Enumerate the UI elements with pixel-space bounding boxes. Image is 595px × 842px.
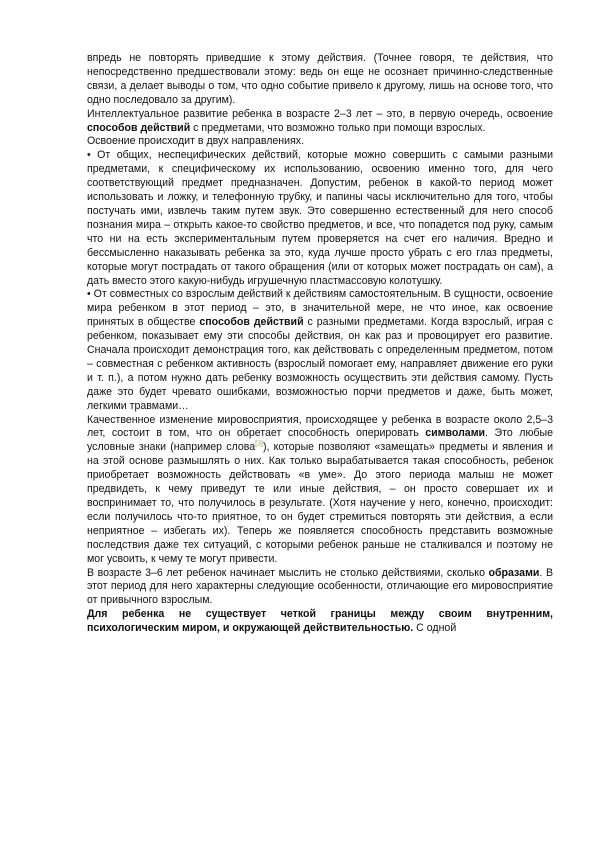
bold-term: способов действий [87,121,191,134]
text-run: с предметами, что возможно только при помощи взрослых. [190,121,486,134]
document-page [87,52,553,636]
paragraph [87,567,553,609]
bold-term: образами [488,566,540,579]
bullet-paragraph: • От общих, неспецифических действий, которые можно совершить с самыми разными предметами, к специфическому их использованию, освоению именно того, для чего соответствующий предмет предназначен. Допустим, ребенок в какой-то период может использовать и ложку, и телефонную трубку, и папины часы исключительно для того, чтобы постучать ими, извлечь таким путем звук. Это совершенно естественный для него способ познания мира – открыть какое-то свойство предметов, и все, что попадется под руку, самым что ни на есть экспериментальным путем проверяется на счет его наличия. Вредно и бессмысленно наказывать ребенка за это, куда лучше просто убрать с его глаз предметы, которые могут пострадать от такого обращения (или от которых может пострадать он сам), а дать вместо этого какую-нибудь игрушечную пластмассовую колотушку. [87,149,553,287]
bold-term: способов действий [199,316,304,329]
paragraph [87,108,553,136]
paragraph: Освоение происходит в двух направлениях. [87,135,305,148]
bullet-paragraph [87,288,553,413]
bold-term: символами [425,427,486,440]
text-run: ), которые позволяют «замещать» предметы и явления и на этой основе размышлять о них. Как только вырабатывается такая способность, ребенок приобретает возможность действовать «в уме». До этого периода малыш не может предвидеть, к чему приведут те или иные действия, – он просто совершает их и воспринимает то, что получилось в результате. (Хотя научение у него, конечно, происходит: если получилось что-то приятное, то он будет стремиться повторять эти действия, а если неприятное – избегать их). Теперь же появляется способность представить возможные последствия даже тех ситуаций, с которыми ребенок раньше не сталкивался и поэтому не мог усвоить, к чему те могут привести. [87,441,554,565]
text-run: Качественное изменение мировосприятия, происходящее у ребенка в возрасте около 2,5–3 лет, состоит в том, что он обретает способность оперировать [87,413,553,440]
bold-statement: Для ребенка не существует четкой границы между своим внутренним, психологическим миром, и окружающей действительностью. [87,608,553,635]
paragraph [87,608,553,636]
text-run: Интеллектуальное развитие ребенка в возрасте 2–3 лет – это, в первую очередь, освоение [87,107,553,120]
paragraph [87,414,553,567]
footnote-link[interactable]: [3] [255,440,263,448]
text-run: С одной [413,622,457,635]
text-run: В возрасте 3–6 лет ребенок начинает мыслить не столько действиями, сколько [87,566,489,579]
paragraph: впредь не повторять приведшие к этому действия. (Точнее говоря, те действия, что непосредственно предшествовали этому: ведь он еще не осознает причинно-следственные связи, а делает выводы о том, что одно событие привело к другому, лишь на основе того, что одно последовало за другим). [87,52,553,106]
text-run: • От совместных со взрослым действий к действиям самостоятельным. В сущности, освоение мира ребенком в этот период – это, в значительной мере, не что иное, как освоение принятых в обществе [87,288,553,329]
text-run: . Это любые условные знаки (например слова [87,427,553,454]
text-run: . В этот период для него характерны следующие особенности, отличающие его мировосприятие от привычного взрослым. [87,566,554,607]
text-run: с разными предметами. Когда взрослый, играя с ребенком, показывает ему эти способы действия, он как раз и провоцирует его развитие. Сначала происходит демонстрация того, как действовать с определенным предметом, потом – совместная с ребенком активность (взрослый помогает ему, направляет движение его руки и т. п.), а потом нужно дать ребенку возможность осуществить эти действия самому. Пусть даже это будет чревато ошибками, возможностью порчи предметов и даже, быть может, легкими травмами… [87,316,554,412]
